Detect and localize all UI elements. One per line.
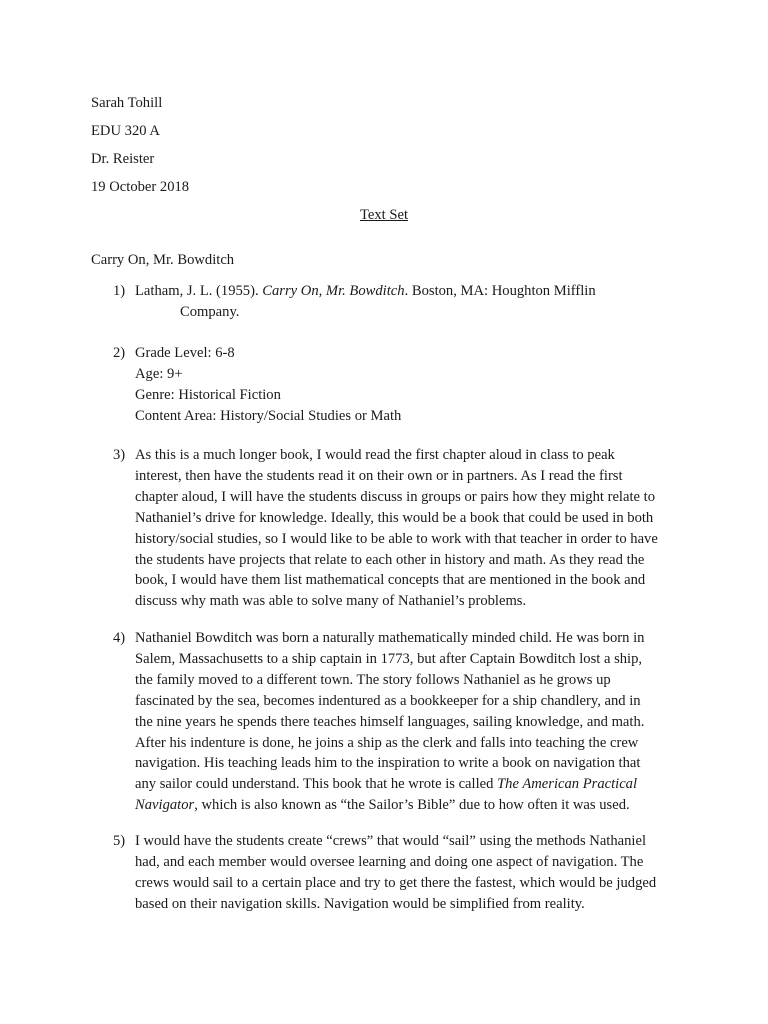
text-line: based on their navigation skills. Navigation would be simplified from reality. <box>135 895 585 912</box>
text-line: Salem, Massachusetts to a ship captain in 1773, but after Captain Bowditch lost a ship, <box>135 650 643 667</box>
text-segment: , which is also known as “the Sailor’s Bible” due to how often it was used. <box>194 797 630 814</box>
citation <box>135 281 695 323</box>
book-details <box>135 343 695 427</box>
text-line: the nine years he spends there teaches himself languages, sailing knowledge, and math. <box>135 713 645 730</box>
genre: Genre: Historical Fiction <box>135 387 281 403</box>
text-line: After his indenture is done, he joins a ship as the clerk and falls into teaching the crew <box>135 734 639 751</box>
text-line: interest, then have the students read it on their own or in partners. As I read the first <box>135 467 623 484</box>
text-line: chapter aloud, I will have the students discuss in groups or pairs how they might relate to <box>135 488 655 505</box>
text-line: book, I would have them list mathematical concepts that are mentioned in the book and <box>135 572 646 589</box>
citation-publisher: . Boston, MA: Houghton Mifflin <box>404 283 596 299</box>
text-line: Nathaniel Bowditch was born a naturally mathematically minded child. He was born in <box>135 630 645 646</box>
list-item-number: 3) <box>113 447 126 463</box>
list-item-number: 1) <box>113 283 126 299</box>
book-title-italic: Navigator <box>135 797 195 814</box>
book-heading: Carry On, Mr. Bowditch <box>91 252 235 268</box>
paragraph-lesson-plan <box>135 445 670 612</box>
text-line: discuss why math was able to solve many of Nathaniel’s problems. <box>135 593 527 610</box>
content-area: Content Area: History/Social Studies or Math <box>135 408 402 424</box>
list-item-number: 2) <box>113 345 126 361</box>
text-line: had, and each member would oversee learning and doing one aspect of navigation. The <box>135 853 644 870</box>
text-segment: any sailor could understand. This book that he wrote is called <box>135 776 498 793</box>
text-line: I would have the students create “crews” that would “sail” using the methods Nathaniel <box>135 833 647 849</box>
page-title: Text Set <box>359 207 409 223</box>
text-line: Nathaniel’s drive for knowledge. Ideally, this would be a book that could be used in both <box>135 509 654 526</box>
author-name: Sarah Tohill <box>91 95 163 111</box>
citation-continuation: Company. <box>180 304 240 320</box>
text-line: navigation. His teaching leads him to the inspiration to write a book on navigation that <box>135 755 641 772</box>
citation-authors: Latham, J. L. (1955). <box>135 283 263 299</box>
text-line: As this is a much longer book, I would read the first chapter aloud in class to peak <box>135 447 615 463</box>
text-line: the students have projects that relate to each other in history and math. As they read the <box>135 551 645 568</box>
course-code: EDU 320 A <box>91 123 160 139</box>
age: Age: 9+ <box>135 366 183 382</box>
paragraph-summary <box>135 628 670 816</box>
grade-level: Grade Level: 6-8 <box>135 345 235 361</box>
instructor-name: Dr. Reister <box>91 151 155 167</box>
paragraph-activity <box>135 831 670 915</box>
citation-book-title: Carry On, Mr. Bowditch <box>262 283 405 299</box>
list-item-number: 5) <box>113 833 126 849</box>
text-line: the family moved to a different town. The story follows Nathaniel as he grows up <box>135 671 611 688</box>
text-line: history/social studies, so I would like to be able to work with that teacher in order to have <box>135 530 658 547</box>
text-line: crews would sail to a certain place and try to get there the fastest, which would be judged <box>135 874 657 891</box>
text-line: fascinated by the sea, becomes indentured as a bookkeeper for a ship chandlery, and in <box>135 692 641 709</box>
document-date: 19 October 2018 <box>91 179 190 195</box>
text-line <box>135 774 670 795</box>
text-line <box>135 795 670 816</box>
list-item-number: 4) <box>113 630 126 646</box>
book-title-italic: The American Practical <box>497 776 638 793</box>
